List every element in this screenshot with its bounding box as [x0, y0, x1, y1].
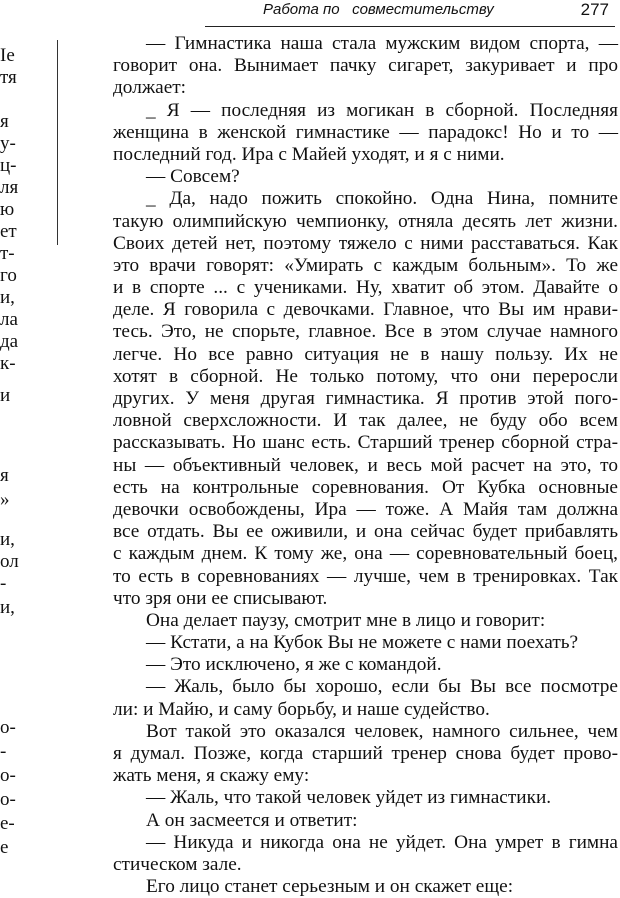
text-line: последний год. Ира с Майей уходят, и я с ними. — [113, 143, 505, 165]
body-text — [113, 33, 618, 898]
text-line: — Жаль, было бы хорошо, если бы Вы все посмотре — [146, 676, 618, 698]
page-number: 277 — [580, 0, 609, 19]
text-line: Она делает паузу, смотрит мне в лицо и говорит: — [146, 609, 546, 631]
margin-fragment: тя — [0, 67, 17, 88]
text-line: говорит она. Вынимает пачку сигарет, закуривает и про — [113, 55, 618, 77]
margin-fragment: да — [0, 331, 19, 352]
text-line: стическом зале. — [113, 853, 242, 875]
text-line: есть на контрольные соревнования. От Кубка основные — [113, 476, 618, 498]
text-line: с каждым днем. К тому же, она — соревновательный боец, — [113, 543, 618, 565]
margin-fragment: » — [0, 489, 10, 510]
text-line: _ Я — последняя из могикан в сборной. Последняя — [146, 99, 618, 121]
text-line: и в спорте ... с учениками. Ну, хватит об этом. Давайте о — [113, 277, 618, 299]
margin-fragment: я — [0, 111, 9, 132]
text-line: Его лицо станет серьезным и он скажет еще: — [146, 876, 514, 898]
text-line: — Кстати, а на Кубок Вы не можете с нами поехать? — [146, 632, 579, 654]
text-line: ли: и Майю, и саму борьбу, и наше судейство. — [113, 698, 490, 720]
text-line: Вот такой это оказался человек, намного сильнее, чем — [146, 720, 618, 742]
adjacent-page-margin — [0, 40, 22, 864]
margin-fragment: ет — [0, 221, 17, 242]
text-line: женщина в женской гимнастике — парадокс! Но и то — — [113, 121, 618, 143]
text-line: деле. Я говорила с девочками. Главное, что Вы им нрави- — [113, 299, 618, 321]
text-line: хотят в сборной. Не только потому, что они переросли — [113, 365, 618, 387]
text-line: — Никуда и никогда она не уйдет. Она умрет в гимна — [146, 831, 618, 853]
margin-fragment: у- — [0, 133, 16, 154]
margin-fragment: - — [0, 741, 7, 762]
text-line: все отдать. Вы ее оживили, и она сейчас будет прибавлять — [113, 521, 618, 543]
text-line: девочки освобождены, Ира — тоже. А Майя там должна — [113, 498, 618, 520]
text-line: я думал. Позже, когда старший тренер снова будет прово- — [113, 743, 618, 764]
margin-fragment: ля — [0, 177, 19, 198]
margin-fragment: го — [0, 265, 17, 286]
running-title: Работа по совместительству — [263, 1, 494, 18]
margin-fragment: - — [0, 573, 7, 594]
text-line: — Совсем? — [146, 166, 240, 188]
text-line: Своих детей нет, поэтому тяжело с ними расставаться. Как — [113, 232, 618, 254]
margin-fragment: и, — [0, 529, 15, 550]
text-line: — Это исключено, я же с командой. — [146, 654, 442, 676]
text-line: А он засмеется и ответит: — [146, 809, 358, 831]
margin-fragment: и, — [0, 597, 15, 618]
margin-fragment: к- — [0, 353, 16, 374]
margin-fragment: ц- — [0, 155, 17, 176]
text-line: то есть в соревнованиях — лучше, чем в тренировках. Так — [113, 565, 618, 587]
margin-fragment: я — [0, 465, 9, 486]
margin-fragment: о- — [0, 765, 16, 786]
text-line: такую олимпийскую чемпионку, отняла десять лет жизни. — [113, 210, 618, 232]
text-line: что зря они ее списывают. — [113, 587, 328, 609]
text-line: жать меня, я скажу ему: — [113, 765, 310, 787]
text-line: — Гимнастика наша стала мужским видом спорта, — — [146, 33, 618, 54]
margin-fragment: т- — [0, 243, 15, 264]
margin-fragment: о- — [0, 717, 16, 738]
margin-fragment: е — [0, 837, 9, 858]
margin-fragment: ю — [0, 199, 15, 220]
margin-fragment: е- — [0, 813, 15, 834]
margin-fragment: и, — [0, 287, 15, 308]
margin-fragment: ол — [0, 551, 19, 572]
margin-fragment: о- — [0, 789, 16, 810]
margin-rule — [57, 40, 58, 245]
text-line: — Жаль, что такой человек уйдет из гимнастики. — [146, 787, 552, 809]
text-line: других. У меня другая гимнастика. Я против этой пого- — [113, 388, 618, 409]
text-line: ловной сверхсложности. И так далее, не буду обо всем — [113, 410, 618, 432]
margin-fragment: и — [0, 385, 11, 406]
text-line: должает: — [113, 77, 187, 99]
text-line: рассказывать. Но шанс есть. Старший тренер сборной стра- — [113, 432, 618, 454]
running-header — [205, 0, 615, 27]
text-line: ны — объективный человек, и весь мой расчет на это, то — [113, 454, 618, 476]
text-line: _ Да, надо пожить спокойно. Одна Нина, помните — [146, 188, 618, 210]
text-line: легче. Но все равно ситуация не в нашу пользу. Их не — [113, 343, 618, 365]
text-line: тесь. Это, не спорьте, главное. Все в этом случае намного — [113, 321, 618, 343]
margin-fragment: ла — [0, 309, 18, 330]
margin-fragment: Ie — [0, 45, 15, 66]
text-line: это врачи говорят: «Умирать с каждым больным». То же — [113, 254, 618, 276]
